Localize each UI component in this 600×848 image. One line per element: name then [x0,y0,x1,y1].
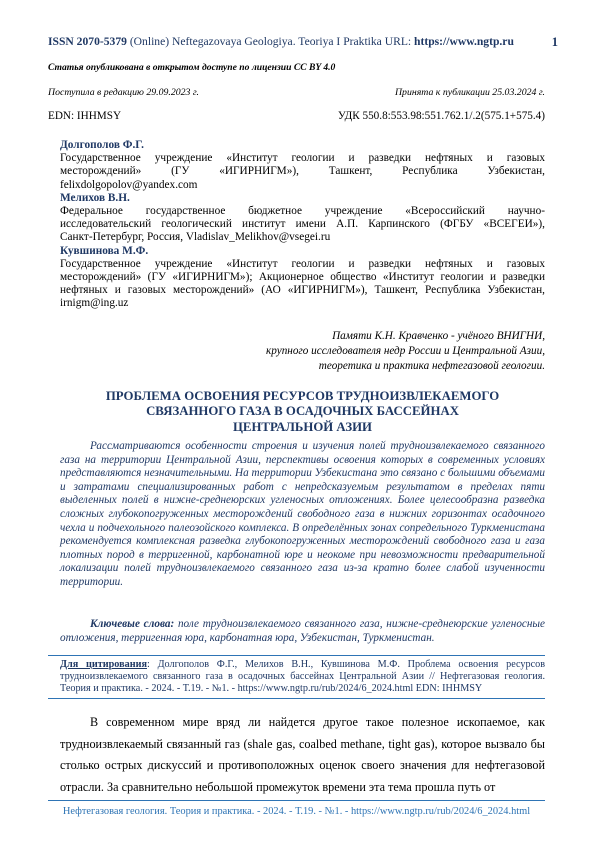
affiliation-line: Санкт-Петербург, Россия, Vladislav_Melikhov@vsegei.ru [60,231,331,244]
received-date: Поступила в редакцию 29.09.2023 г. [48,87,200,98]
divider [48,698,545,699]
journal-header [48,35,558,48]
affiliation-line: Государственное учреждение «Институт геологии и разведки нефтяных и газовых [60,257,545,270]
keywords-label: Ключевые слова: [90,618,175,630]
title-line: СВЯЗАННОГО ГАЗА В ОСАДОЧНЫХ БАССЕЙНАХ [146,404,459,419]
license-note: Статья опубликована в открытом доступе по лицензии CC BY 4.0 [48,62,336,73]
udk-code: УДК 550.8:553.98:551.762.1/.2(575.1+575.4) [337,110,545,122]
dates-line [48,87,545,98]
author-name: Долгополов Ф.Г. [60,139,145,151]
identifiers-line [48,110,545,122]
author-name: Мелихов В.Н. [60,191,130,204]
author-affiliation [60,152,545,192]
title-line: ПРОБЛЕМА ОСВОЕНИЯ РЕСУРСОВ ТРУДНОИЗВЛЕКАЕМОГО [105,389,500,403]
dedication-line: крупного исследователя недр России и Центральной Азии, [266,345,545,357]
author-block [60,192,545,245]
abstract-text: Рассматриваются особенности строения и изучения полей трудноизвлекаемого связанного газа на территории Центральной Азии, перспективы освоения которых в современных условиях представляются незначительными. На территории Узбекистана это связано с большими объемами и затратами специализированных работ с непредсказуемым результатом в пределах пяти выделенных полей в нижне-среднеюрских угленосных отложениях. Более целесообразна разведка сложных глубокопогруженных месторождений свободного газа в нижних горизонтах осадочного чехла и подчехольного палеозойского комплекса. В определённых зонах сопредельного Туркменистана рекомендуется комплексная разведка глубокопогруженных месторождений свободного газа и газа плотных пород в терригенной, карбонатной юре и неокоме при невозможности предварительной локализации полей трудноизвлекаемого связанного газа из-за кратно более слабой изученности территории. [60,440,545,588]
affiliation-line: Государственное учреждение «Институт геологии и разведки нефтяных и газовых [60,152,545,165]
dedication-line: теоретика и практика нефтегазовой геологии. [318,360,545,372]
page-number: 1 [551,35,558,49]
body-text: В современном мире вряд ли найдется другое такое полезное ископаемое, как трудноизвлекаемый связанный газ (shale gas, coalbed methane, tight gas), которое вызвало бы столько острых дискуссий и противоположных оценок своего значения для нефтегазовой отрасли. За сравнительно небольшой промежуток времени эта тема прошла путь от [60,715,545,794]
dedication-line: Памяти К.Н. Кравченко - учёного ВНИГНИ, [332,330,545,342]
author-name: Кувшинова М.Ф. [60,244,149,257]
journal-name: (Online) Neftegazovaya Geologiya. Teoriya I Praktika URL: [126,35,415,48]
affiliation-line: месторождений» (ГУ «ИГИРНИГМ»); Акционерное общество «Институт геологии и разведки [60,271,545,284]
citation-text: : Долгополов Ф.Г., Мелихов В.Н., Кувшинова М.Ф. Проблема освоения ресурсов трудноизвлекаемого связанного газа в осадочных бассейнах Центральной Азии // Нефтегазовая геология. Теория и практика. - 2024. - Т.19. - №1. - https://www.ngtp.ru/rub/2024/6_2024.html EDN: IHHMSY [60,659,545,694]
author-email-link[interactable]: irnigm@ing.uz [60,297,129,310]
body-paragraph [60,712,545,798]
author-email-link[interactable]: felixdolgopolov@yandex.com [60,178,198,191]
author-affiliation [60,205,545,245]
title-line: ЦЕНТРАЛЬНОЙ АЗИИ [232,419,373,434]
affiliation-line: Федеральное государственное бюджетное учреждение «Всероссийский научно- [60,205,545,218]
keywords-text: поле трудноизвлекаемого связанного газа, нижне-среднеюрские угленосные отложения, терригенная юра, карбонатная юра, Узбекистан, Туркменистан. [60,618,545,644]
citation-block [60,659,545,695]
divider [48,655,545,656]
article-title [60,389,545,435]
affiliation-line: исследовательский геологический институт имени А.П. Карпинского (ФГБУ «ВСЕГЕИ»), [60,218,545,231]
keywords [60,618,545,645]
affiliation-line: нефтяных и газовых месторождений» (АО «ИГИРНИГМ»), Ташкент, Республика Узбекистан, [60,284,545,297]
author-block [60,245,545,311]
author-list [60,139,545,311]
footer-divider [48,800,545,801]
issn: ISSN 2070-5379 [48,35,127,48]
abstract [60,440,545,590]
citation-label: Для цитирования [60,659,147,670]
affiliation-line: месторождений» (ГУ «ИГИРНИГМ»), Ташкент, Республика Узбекистан, [60,165,545,178]
accepted-date: Принята к публикации 25.03.2024 г. [394,87,545,98]
author-block [60,139,545,192]
dedication [200,329,545,374]
page-footer: Нефтегазовая геология. Теория и практика. - 2024. - Т.19. - №1. - https://www.ngtp.ru/rub/2024/6_2024.html [62,806,531,817]
edn-id: EDN: IHHMSY [48,110,122,122]
journal-url-link[interactable]: https://www.ngtp.ru [414,35,514,48]
author-affiliation [60,258,545,311]
